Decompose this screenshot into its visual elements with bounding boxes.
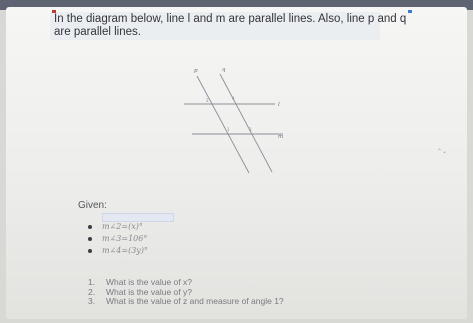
parallel-lines-diagram [170, 58, 290, 188]
label-p: p [194, 68, 198, 74]
bullet-icon [88, 237, 92, 241]
bullet-icon [88, 249, 92, 253]
problem-prompt: In the diagram below, line l and m are parallel lines. Also, line p and q are parallel lines. [54, 13, 407, 38]
question-number: 3. [88, 296, 96, 306]
given-text: m∠2=(x)° [102, 222, 143, 231]
angle-label-d: 3 [249, 127, 252, 132]
scroll-arrows-icon[interactable]: ⌃⌄ [437, 149, 448, 155]
given-text: m∠3=106° [102, 234, 148, 243]
angle-label-b: 4 [232, 96, 235, 101]
question-text: What is the value of x? [106, 277, 192, 287]
question-text: What is the value of z and measure of angle 1? [106, 296, 284, 306]
answer-input-box[interactable] [102, 213, 174, 222]
question-number: 1. [88, 277, 96, 287]
given-heading: Given: [78, 200, 107, 211]
label-l: l [278, 102, 280, 108]
question-number: 2. [88, 286, 96, 297]
line-q [220, 74, 272, 172]
question-text: What is the value of y? [106, 286, 192, 297]
angle-label-c: 1 [227, 127, 230, 132]
label-m: m [278, 134, 284, 140]
line-p [197, 76, 249, 173]
label-q: q [222, 67, 226, 73]
given-text: m∠4=(3y)° [102, 246, 148, 255]
bullet-icon [88, 225, 92, 229]
angle-label-a: 2 [206, 98, 209, 103]
